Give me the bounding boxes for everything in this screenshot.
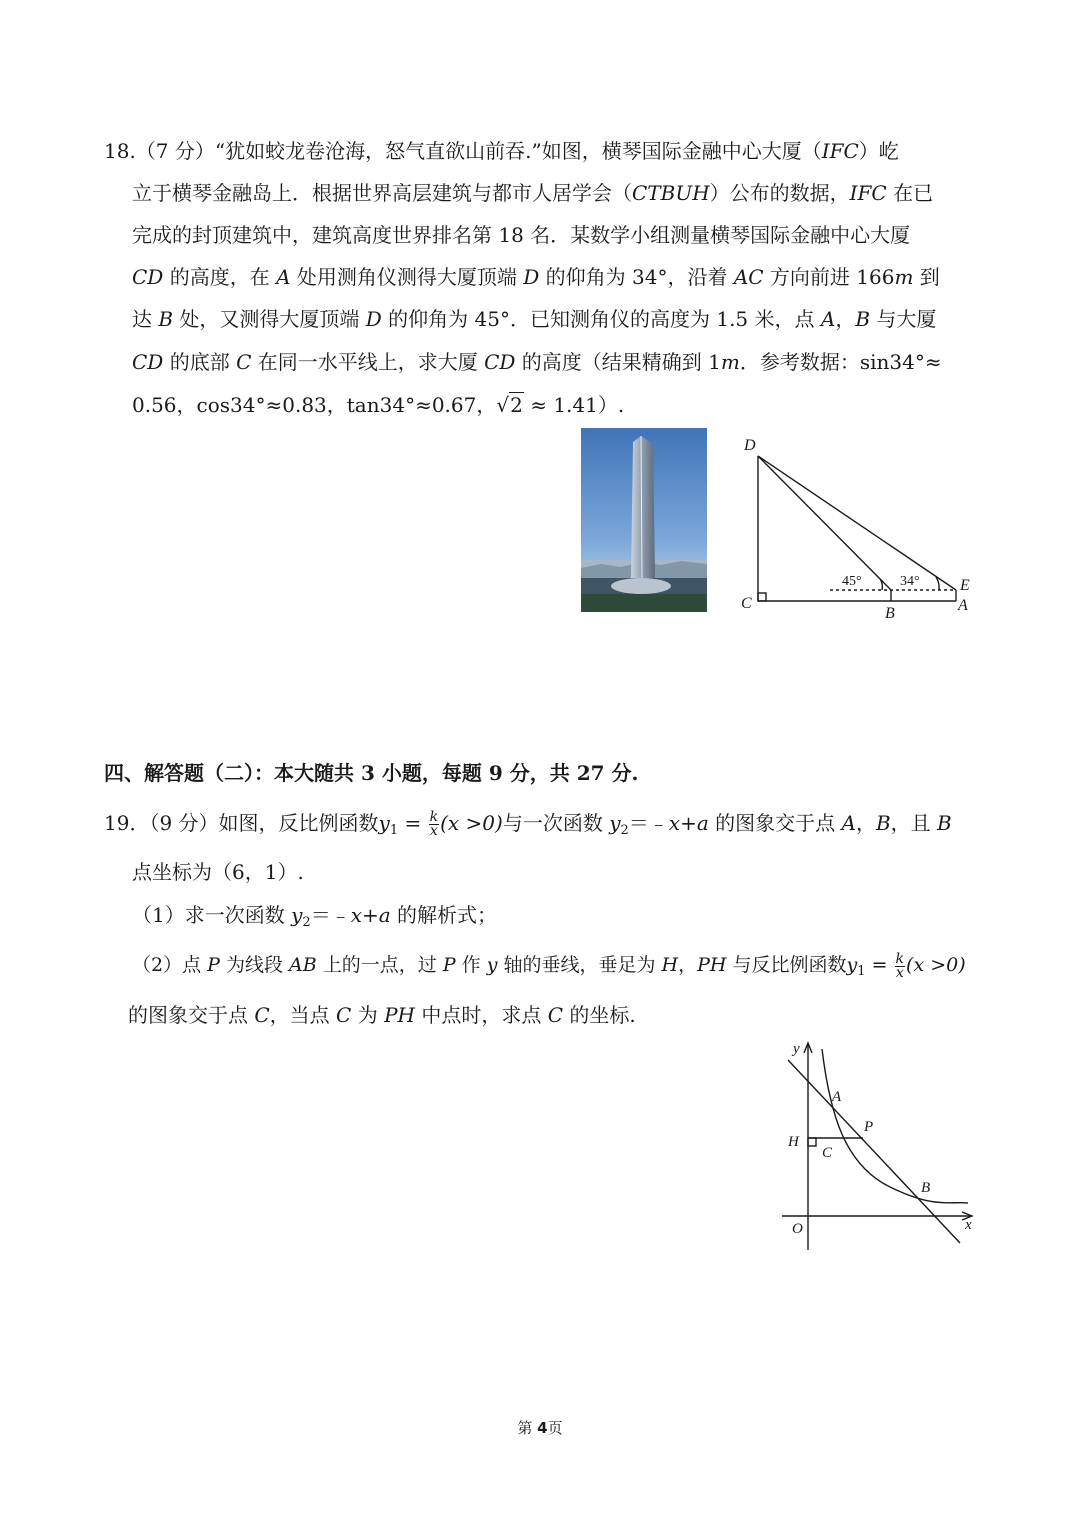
label-c: C [741, 595, 752, 612]
label-c: C [822, 1145, 833, 1161]
sightline-b [758, 456, 891, 590]
q18-line-6: CD 的底部 C 在同一水平线上，求大厦 CD 的高度（结果精确到 1m．参考数据：sin34°≈ [132, 350, 942, 374]
q19-graph-figure [770, 1035, 980, 1255]
label-e: E [960, 577, 970, 594]
label-b: B [885, 605, 895, 622]
right-angle-mark-c [758, 593, 766, 601]
q19-line-2: 点坐标为（6，1）. [132, 860, 304, 884]
q19-part-2: （2）点 P 为线段 AB 上的一点，过 P 作 y 轴的垂线，垂足为 H，PH 与反比例函数$y_1$ = $\frac{k}{x}$ (x >0) [132, 950, 966, 981]
q18-line-1: 18.（7 分）“犹如蛟龙卷沧海，怒气直欲山前吞.”如图，横琴国际金融中心大厦（IFC）屹 [104, 139, 899, 163]
label-o: O [792, 1221, 803, 1237]
reciprocal-curve [822, 1049, 968, 1203]
q19-part-1: （1）求一次函数 $y_2=﹣x+a$ 的解析式； [132, 903, 498, 930]
label-a: A [958, 597, 968, 614]
section-heading: 四、解答题（二）：本大随共 3 小题，每题 9 分，共 27 分. [104, 761, 639, 785]
label-h: H [788, 1134, 799, 1150]
page-number: 第 4页 [517, 1419, 563, 1437]
label-a: A [832, 1089, 842, 1105]
label-d: D [744, 437, 756, 454]
q18-line-5: 达 B 处，又测得大厦顶端 D 的仰角为 45°．已知测角仪的高度为 1.5 米，点 A，B 与大厦 [132, 307, 937, 331]
q18-line-4: CD 的高度，在 A 处用测角仪测得大厦顶端 D 的仰角为 34°，沿着 AC 方向前进 166m 到 [132, 265, 940, 289]
label-angle-34: 34° [900, 574, 920, 589]
q18-triangle-figure [730, 428, 980, 623]
sqrt-expression: √2 [496, 393, 523, 417]
label-y: y [793, 1041, 800, 1057]
fraction-k-over-x: $\frac{k}{x}$ [895, 950, 905, 981]
q18-line-3: 完成的封顶建筑中，建筑高度世界排名第 18 名．某数学小组测量横琴国际金融中心大厦 [132, 223, 911, 247]
q19-part-2-continued: 的图象交于点 C，当点 C 为 PH 中点时，求点 C 的坐标. [128, 1003, 636, 1027]
q18-line-7: 0.56，cos34°≈0.83，tan34°≈0.67，√2 ≈ 1.41）. [132, 393, 625, 417]
label-p: P [864, 1119, 874, 1135]
q18-line-2: 立于横琴金融岛上．根据世界高层建筑与都市人居学会（CTBUH）公布的数据，IFC 在已 [132, 181, 934, 205]
sightline-a [758, 456, 956, 590]
label-b: B [921, 1180, 931, 1196]
label-angle-45: 45° [842, 574, 862, 589]
fraction-k-over-x: $\frac{k}{x}$ [429, 809, 439, 839]
right-angle-mark-h [808, 1138, 816, 1146]
label-x: x [965, 1217, 972, 1233]
q19-line-1: 19．（9 分）如图，反比例函数$y_1$ = $\frac{k}{x}$ (x >0)与一次函数 $y_2=﹣x+a$ 的图象交于点 A，B，且 B [104, 809, 952, 839]
ifc-tower-photo [581, 428, 707, 612]
